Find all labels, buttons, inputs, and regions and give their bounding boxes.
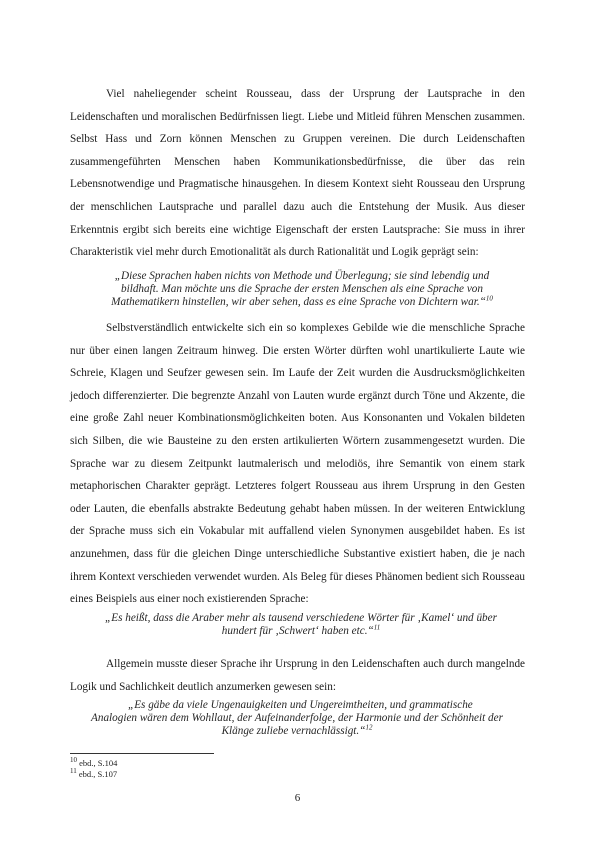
quote-line: bildhaft. Man möchte uns die Sprache der ersten Menschen als eine Sprache von: [121, 283, 483, 296]
quote-line: „Diese Sprachen haben nichts von Methode und Überlegung; sie sind lebendig und: [114, 270, 490, 282]
footnote-separator: [70, 753, 214, 754]
quote-line: Mathematikern hinstellen, wir aber sehen, dass es eine Sprache von Dichtern war.“: [111, 296, 486, 309]
paragraph-text: Selbstverständlich entwickelte sich ein so komplexes Gebilde wie die menschliche Sprache nur über einen langen Zeitraum hinweg. Die ersten Wörter dürften wohl unartikulierte Laute wie Schreie, Klagen und Seufzer gewesen sein. Im Laufe der Zeit wurden die Ausdrucksmöglichkeiten jedoch differenzierter. Die begrenzte Anzahl von Lauten wurde ergänzt durch Töne und Akzente, die eine große Zahl neuer Kombinationsmöglichkeiten boten. Aus Konsonanten und Vokalen bildeten sich Silben, die wie Bausteine zu den ersten artikulierten Wörtern zusammengesetzt wurden. Die Sprache war zu diesem Zeitpunkt lautmalerisch und melodiös, ihre Semantik von einem stark metaphorischen Charakter geprägt. Letzteres folgert Rousseau aus ihrem Ursprung in den Gesten oder Lauten, die ebenfalls abstrakte Bedeutung gehabt haben müssen. In der weiteren Entwicklung der Sprache muss sich ein Vokabular mit auffallend vielen Synonymen ausgebildet haben. Es ist anzunehmen, dass für die gleichen Dinge unterschiedliche Substantive existiert haben, die je nach ihrem Kontext verschieden verwendet wurden. Als Beleg für dieses Phänomen bedient sich Rousseau eines Beispiels aus einer noch existierenden Sprache:: [70, 322, 525, 606]
footnote-number: 11: [70, 767, 77, 776]
footnote-text: ebd., S.107: [76, 769, 118, 779]
footnote-ref: 11: [373, 623, 381, 632]
footnote-number: 10: [70, 756, 77, 765]
paragraph-text: Viel naheliegender scheint Rousseau, dass der Ursprung der Lautsprache in den Leidenschaften und moralischen Bedürfnissen liegt. Liebe und Mitleid führen Menschen zusammen. Selbst Hass und Zorn können Menschen zu Gruppen vereinen. Die durch Leidenschaften zusammengeführten Menschen haben Kommunikationsbedürfnisse, die über das rein Lebensnotwendige und Pragmatische hinausgehen. In diesem Kontext sieht Rousseau den Ursprung der menschlichen Lautsprache und parallel dazu auch die Entstehung der Musik. Aus dieser Erkenntnis ergibt sich bereits eine wichtige Eigenschaft der ersten Lautsprache: Sie muss in ihrer Charakteristik viel mehr durch Emotionalität als durch Rationalität und Logik geprägt sein:: [70, 88, 525, 259]
paragraph-3: [70, 653, 525, 698]
page-number: 6: [294, 792, 301, 804]
quote-line: Analogien wären dem Wohllaut, der Aufeinanderfolge, der Harmonie und der Schönheit der: [91, 712, 503, 725]
footnote-ref: 12: [365, 723, 373, 732]
paragraph-1: [70, 83, 525, 264]
footnotes: [70, 758, 117, 780]
paragraph-text: Allgemein musste dieser Sprache ihr Ursprung in den Leidenschaften auch durch mangelnde Logik und Sachlichkeit deutlich anzumerken gewesen sein:: [70, 658, 525, 693]
block-quote-2: [76, 612, 526, 638]
quote-line: „Es heißt, dass die Araber mehr als tausend verschiedene Wörter für ‚Kamel‘ und über: [105, 612, 497, 624]
block-quote-1: [86, 270, 518, 310]
quote-line: „Es gäbe da viele Ungenauigkeiten und Ungereimtheiten, und grammatische: [128, 699, 473, 711]
quote-line: Klänge zuliebe vernachlässigt.“: [221, 725, 366, 738]
paragraph-2: [70, 317, 525, 611]
quote-line: hundert für ‚Schwert‘ haben etc.“: [221, 625, 374, 638]
footnote-text: ebd., S.104: [77, 758, 118, 768]
block-quote-3: [66, 699, 528, 739]
footnote-ref: 10: [485, 294, 493, 303]
footnote-item: [70, 758, 117, 769]
footnote-item: [70, 769, 117, 780]
